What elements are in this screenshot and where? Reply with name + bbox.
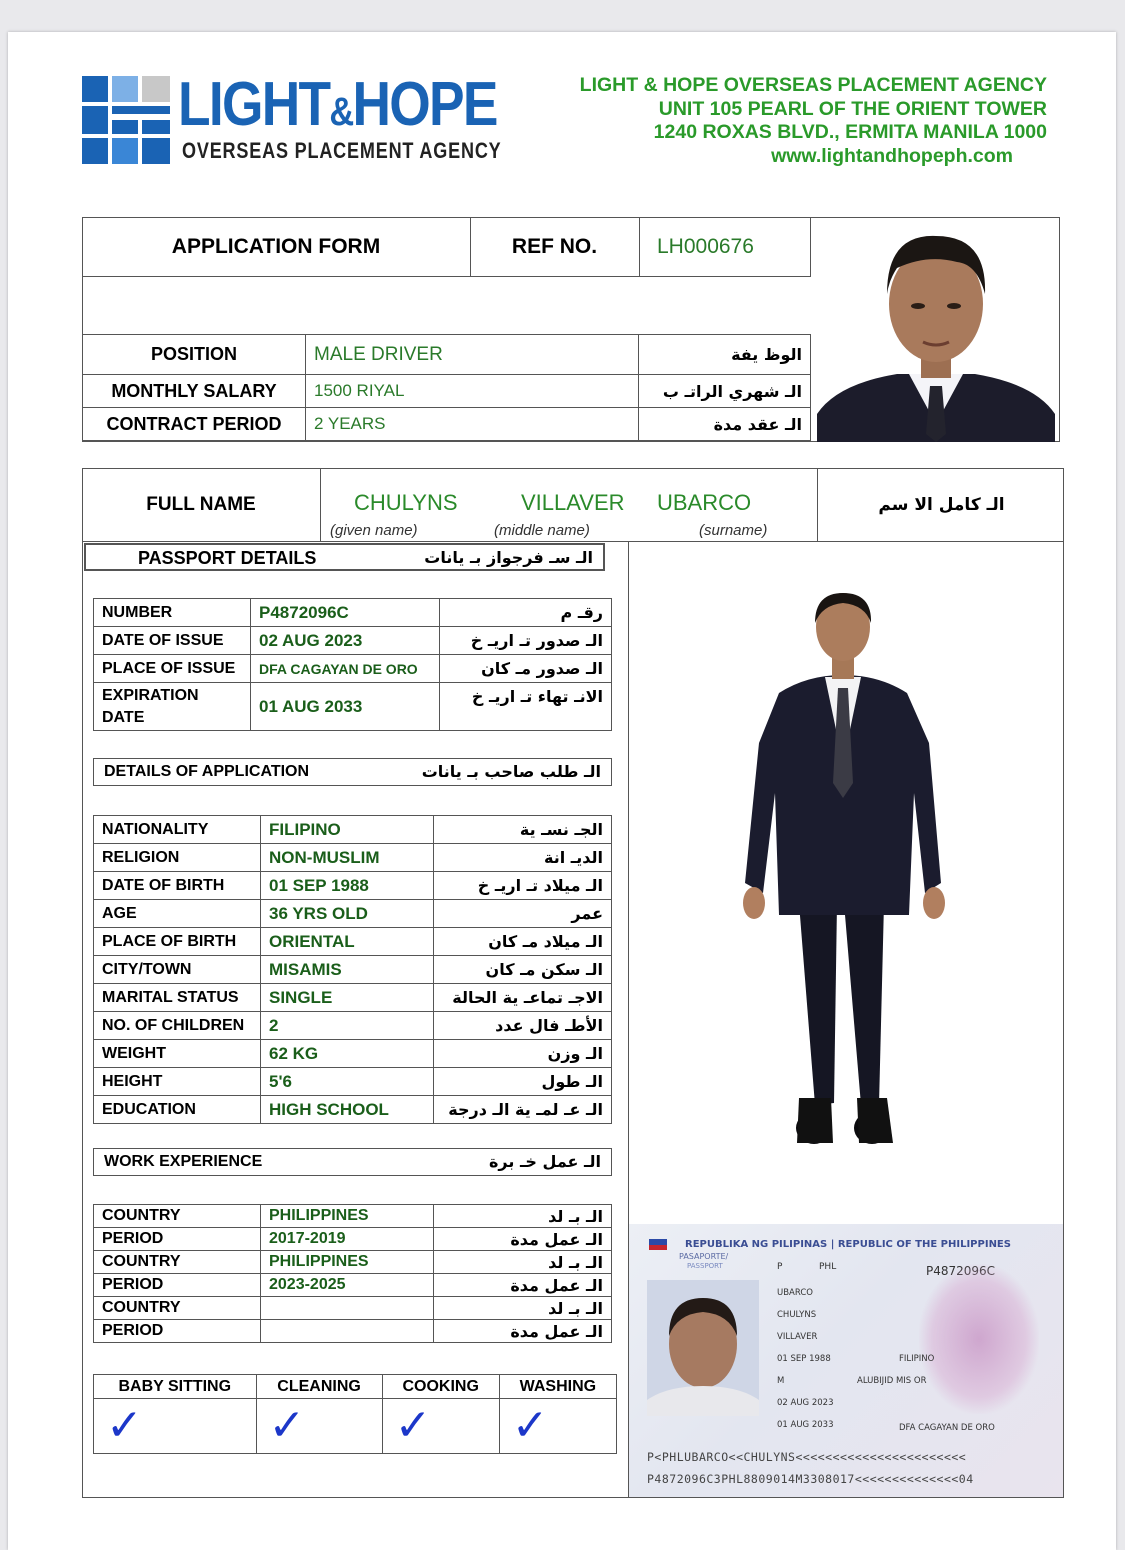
row-value: 62 KG xyxy=(261,1040,434,1068)
position-arabic: الوظ يفة xyxy=(639,335,811,375)
row-label: HEIGHT xyxy=(94,1068,261,1096)
row-value: 2 xyxy=(261,1012,434,1040)
surname: UBARCO xyxy=(657,490,752,515)
full-name-row xyxy=(82,468,1064,542)
row-arabic: الـ ميلاد تـ اريـ خ xyxy=(434,872,612,900)
passport-header: REPUBLIKA NG PILIPINAS | REPUBLIC OF THE PHILIPPINES xyxy=(685,1239,1011,1250)
row-label: MARITAL STATUS xyxy=(94,984,261,1012)
issue-place-arabic: الـ صدور مـ كان xyxy=(440,655,612,683)
middle-name: VILLAVER xyxy=(521,490,625,515)
passport-number-value: P4872096C xyxy=(251,599,440,627)
position-label: POSITION xyxy=(83,335,306,375)
row-arabic: الـ عمل مدة xyxy=(434,1228,612,1251)
ref-value: LH000676 xyxy=(640,217,811,277)
row-label: COUNTRY xyxy=(94,1297,261,1320)
row-value: 01 SEP 1988 xyxy=(261,872,434,900)
logo-subtitle: OVERSEAS PLACEMENT AGENCY xyxy=(182,138,502,163)
middle-name-caption: (middle name) xyxy=(494,522,590,539)
row-arabic: الجـ نسـ ية xyxy=(434,816,612,844)
passport-nationality: FILIPINO xyxy=(899,1354,935,1364)
passport-pob: ALUBIJID MIS OR xyxy=(857,1376,927,1386)
passport-section-header xyxy=(84,543,605,571)
work-section-title: WORK EXPERIENCE xyxy=(104,1153,263,1170)
row-arabic: الـ عمل مدة xyxy=(434,1320,612,1343)
salary-row xyxy=(83,375,811,408)
row-arabic: الـ وزن xyxy=(434,1040,612,1068)
row-label: PERIOD xyxy=(94,1274,261,1297)
issue-place-label: PLACE OF ISSUE xyxy=(94,655,251,683)
table-row xyxy=(94,956,612,984)
skill-checkmark-icon: ✓ xyxy=(382,1399,499,1454)
passport-pasaporte: PASAPORTE/ xyxy=(679,1252,729,1261)
contract-value: 2 YEARS xyxy=(306,408,639,441)
passport-photo xyxy=(647,1280,759,1416)
position-table xyxy=(82,334,811,441)
full-name-arabic: الـ كامل الا سم xyxy=(817,468,1065,541)
passport-ghost-photo xyxy=(919,1264,1039,1414)
skill-checkmark-icon: ✓ xyxy=(94,1399,257,1454)
table-row xyxy=(94,816,612,844)
row-arabic: الـ سكن مـ كان xyxy=(434,956,612,984)
skill-label: COOKING xyxy=(382,1375,499,1399)
application-section-header xyxy=(93,758,612,786)
row-label: RELIGION xyxy=(94,844,261,872)
skill-label: CLEANING xyxy=(256,1375,382,1399)
skill-checkmark-icon: ✓ xyxy=(256,1399,382,1454)
row-arabic: الـ عمل مدة xyxy=(434,1274,612,1297)
row-value: ORIENTAL xyxy=(261,928,434,956)
table-row xyxy=(94,1096,612,1124)
row-label: PERIOD xyxy=(94,1228,261,1251)
ref-label: REF NO. xyxy=(470,217,640,277)
skill-checkmark-icon: ✓ xyxy=(499,1399,616,1454)
row-value: PHILIPPINES xyxy=(261,1205,434,1228)
row-label: PLACE OF BIRTH xyxy=(94,928,261,956)
given-name-caption: (given name) xyxy=(330,522,418,539)
table-row xyxy=(94,1205,612,1228)
issue-date-label: DATE OF ISSUE xyxy=(94,627,251,655)
work-section-header xyxy=(93,1148,612,1176)
row-label: EDUCATION xyxy=(94,1096,261,1124)
row-value: HIGH SCHOOL xyxy=(261,1096,434,1124)
passport-word: PASSPORT xyxy=(687,1262,723,1270)
row-arabic: الـ بـ لد xyxy=(434,1297,612,1320)
position-value: MALE DRIVER xyxy=(306,335,639,375)
table-row xyxy=(94,1251,612,1274)
passport-fields: UBARCO CHULYNS VILLAVER 01 SEP 1988 M 02 AUG 2023 01 AUG 2033 xyxy=(777,1288,834,1430)
passport-mrz-line2: P4872096C3PHL8809014M3308017<<<<<<<<<<<<<<04 xyxy=(647,1472,974,1486)
table-row xyxy=(94,1320,612,1343)
expiration-arabic: الانـ تهاء تـ اريـ خ xyxy=(440,683,612,731)
expiration-value: 01 AUG 2033 xyxy=(251,683,440,731)
passport-section-title: PASSPORT DETAILS xyxy=(138,548,317,568)
application-table xyxy=(93,815,612,1124)
passport-table xyxy=(93,598,612,731)
passport-authority: DFA CAGAYAN DE ORO xyxy=(899,1423,995,1433)
applicant-full-body-photo xyxy=(629,543,1063,1223)
agency-logo-icon xyxy=(82,76,170,164)
agency-website-link[interactable]: www.lightandhopeph.com xyxy=(771,144,1013,167)
application-section-title-ar: الـ طلب صاحب بـ يانات xyxy=(421,762,601,781)
expiration-label: EXPIRATION DATE xyxy=(94,683,251,731)
table-row xyxy=(94,1274,612,1297)
applicant-headshot xyxy=(817,224,1055,442)
row-value: SINGLE xyxy=(261,984,434,1012)
passport-mrz-line1: P<PHLUBARCO<<CHULYNS<<<<<<<<<<<<<<<<<<<<<<< xyxy=(647,1450,967,1464)
row-arabic: الأطـ فال عدد xyxy=(434,1012,612,1040)
issue-date-arabic: الـ صدور تـ اريـ خ xyxy=(440,627,612,655)
salary-label: MONTHLY SALARY xyxy=(83,375,306,408)
contract-arabic: الـ عقد مدة xyxy=(639,408,811,441)
row-arabic: الـ طول xyxy=(434,1068,612,1096)
row-value: 36 YRS OLD xyxy=(261,900,434,928)
issue-place-value: DFA CAGAYAN DE ORO xyxy=(251,655,440,683)
passport-number: P4872096C xyxy=(926,1264,996,1278)
ph-flag-icon xyxy=(649,1239,667,1250)
row-value xyxy=(261,1297,434,1320)
given-name: CHULYNS xyxy=(354,490,458,515)
skills-table xyxy=(93,1374,617,1454)
issue-date-value: 02 AUG 2023 xyxy=(251,627,440,655)
salary-arabic: الـ شهري الراتـ ب xyxy=(639,375,811,408)
table-row xyxy=(94,984,612,1012)
table-row xyxy=(94,1297,612,1320)
row-label: PERIOD xyxy=(94,1320,261,1343)
row-arabic: عمر xyxy=(434,900,612,928)
row-arabic: الـ بـ لد xyxy=(434,1205,612,1228)
row-value: 2023-2025 xyxy=(261,1274,434,1297)
contract-row xyxy=(83,408,811,441)
row-arabic: الاجـ تماعـ ية الحالة xyxy=(434,984,612,1012)
full-name-label: FULL NAME xyxy=(82,468,321,541)
skill-label: BABY SITTING xyxy=(94,1375,257,1399)
row-label: CITY/TOWN xyxy=(94,956,261,984)
table-row xyxy=(94,1012,612,1040)
row-value xyxy=(261,1320,434,1343)
row-arabic: الديـ انة xyxy=(434,844,612,872)
contract-label: CONTRACT PERIOD xyxy=(83,408,306,441)
passport-number-arabic: رقـ م xyxy=(440,599,612,627)
salary-value: 1500 RIYAL xyxy=(306,375,639,408)
work-section-title-ar: الـ عمل خـ برة xyxy=(488,1152,601,1171)
table-row xyxy=(94,1228,612,1251)
row-value: PHILIPPINES xyxy=(261,1251,434,1274)
table-row xyxy=(94,683,612,731)
table-row xyxy=(94,655,612,683)
table-row xyxy=(94,1068,612,1096)
passport-number-label: NUMBER xyxy=(94,599,251,627)
row-value: NON-MUSLIM xyxy=(261,844,434,872)
row-value: FILIPINO xyxy=(261,816,434,844)
row-label: WEIGHT xyxy=(94,1040,261,1068)
position-row xyxy=(83,335,811,375)
row-label: DATE OF BIRTH xyxy=(94,872,261,900)
agency-address: LIGHT & HOPE OVERSEAS PLACEMENT AGENCY UNIT 105 PEARL OF THE ORIENT TOWER 1240 ROXAS BLVD., ERMITA MANILA 1000 www.lightandhopeph.com xyxy=(579,74,1047,167)
table-row xyxy=(94,627,612,655)
row-label: AGE xyxy=(94,900,261,928)
work-table xyxy=(93,1204,612,1343)
row-arabic: الـ عـ لمـ ية الـ درجة xyxy=(434,1096,612,1124)
passport-scan-image xyxy=(629,1224,1063,1497)
form-title: APPLICATION FORM xyxy=(82,217,471,277)
row-value: 2017-2019 xyxy=(261,1228,434,1251)
row-label: COUNTRY xyxy=(94,1205,261,1228)
surname-caption: (surname) xyxy=(699,522,768,539)
table-row xyxy=(94,599,612,627)
table-row xyxy=(94,872,612,900)
row-value: MISAMIS xyxy=(261,956,434,984)
row-label: COUNTRY xyxy=(94,1251,261,1274)
row-label: NO. OF CHILDREN xyxy=(94,1012,261,1040)
row-arabic: الـ بـ لد xyxy=(434,1251,612,1274)
row-arabic: الـ ميلاد مـ كان xyxy=(434,928,612,956)
application-section-title: DETAILS OF APPLICATION xyxy=(104,763,310,780)
table-row xyxy=(94,928,612,956)
logo-title: LIGHT&HOPE xyxy=(178,70,497,139)
table-row xyxy=(94,1040,612,1068)
skill-label: WASHING xyxy=(499,1375,616,1399)
row-label: NATIONALITY xyxy=(94,816,261,844)
passport-section-title-ar: الـ سـ فرجواز بـ يانات xyxy=(424,548,593,567)
passport-type: P xyxy=(777,1262,783,1272)
table-row xyxy=(94,900,612,928)
row-value: 5'6 xyxy=(261,1068,434,1096)
table-row xyxy=(94,844,612,872)
passport-code: PHL xyxy=(819,1262,837,1272)
